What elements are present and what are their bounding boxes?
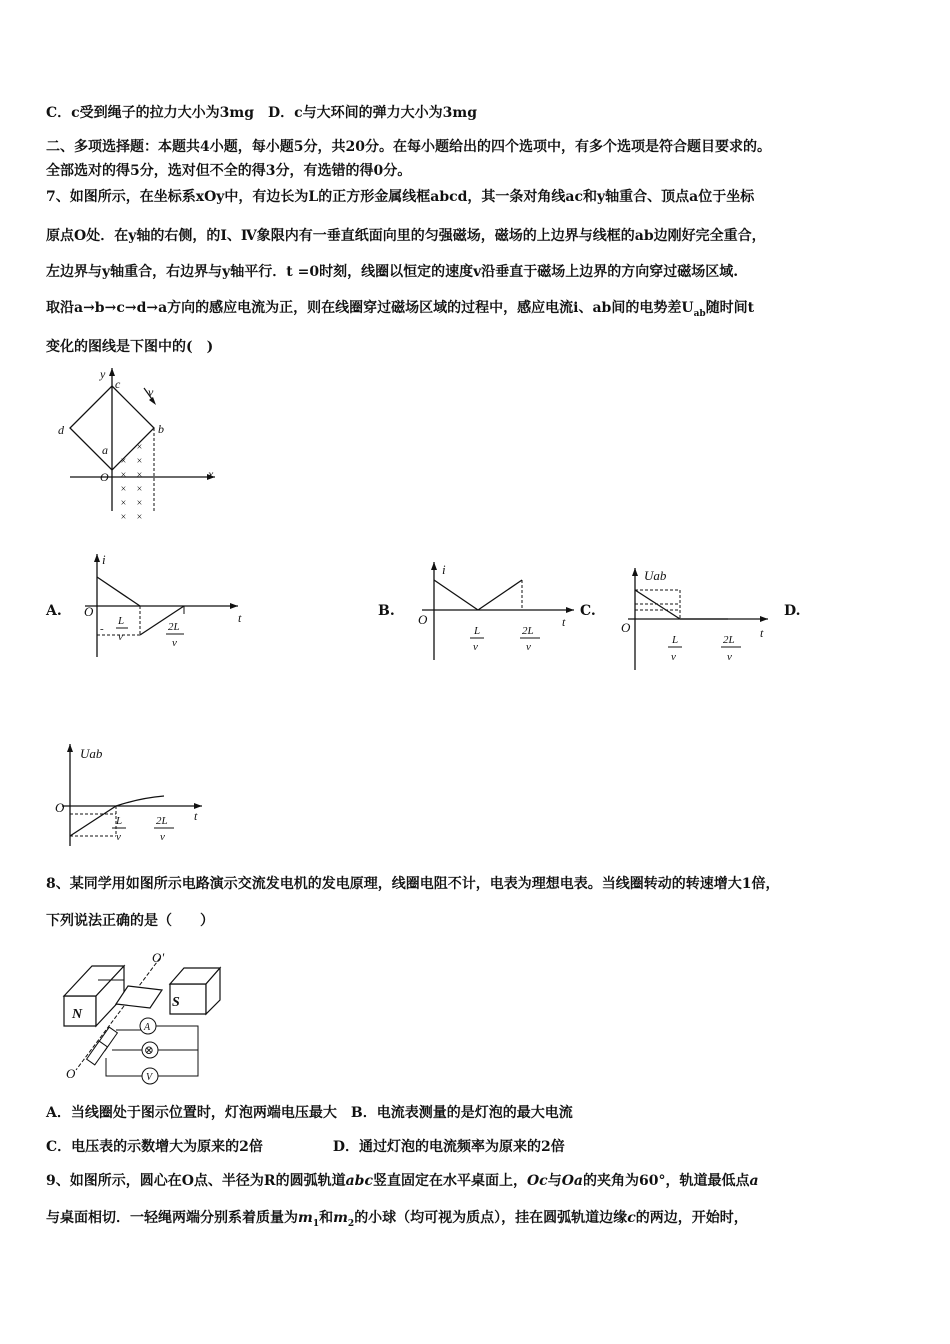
label-o: O [100, 470, 109, 484]
option-a-graph [80, 552, 250, 662]
q7-text-1: 7、如图所示，在坐标系xOy中，有边长为L的正方形金属线框abcd，其一条对角线ac和y轴重合、顶点a位于坐标 [46, 189, 755, 205]
q8-generator-figure [58, 950, 228, 1085]
q7-text-2: 原点O处．在y轴的右侧，的I、Ⅳ象限内有一垂直纸面向里的匀强磁场，磁场的上边界与线框的ab边刚好完全重合， [46, 228, 766, 244]
voltmeter-label: V [146, 1072, 153, 1083]
ammeter-label: A [144, 1022, 151, 1033]
label-v: v [148, 385, 154, 399]
origin-o: O [84, 604, 94, 619]
origin-o: O [621, 620, 631, 635]
magnet-n: N [72, 1007, 83, 1022]
option-c-label: C. [580, 603, 596, 619]
axis-t: t [194, 809, 198, 823]
option-d-graph [52, 740, 212, 850]
label-x: x [208, 467, 214, 481]
axis-uab: Uab [644, 568, 667, 583]
svg-text:L: L [118, 615, 125, 627]
q9-text-2: 与桌面相切．一轻绳两端分别系着质量为$m_1$和$m_2$的小球（均可视为质点），挂在圆弧轨道边缘c的两边，开始时， [46, 1210, 748, 1229]
svg-text:2L: 2L [723, 634, 735, 646]
axis-t: t [562, 615, 566, 629]
svg-text:2L: 2L [168, 621, 180, 633]
axis-o: O [66, 1066, 76, 1081]
svg-text:×: × [136, 484, 143, 495]
q9-text-1: 9、如图所示，圆心在O点、半径为R的圆弧轨道abc竖直固定在水平桌面上，Oc与Oa的夹角为60°，轨道最低点a [46, 1173, 759, 1189]
option-b-label: B. [378, 603, 395, 619]
axis-i: i [442, 562, 446, 577]
q7-text-4: 取沿a→b→c→d→a方向的感应电流为正，则在线圈穿过磁场区域的过程中，感应电流i、ab间的电势差$U_{ab}$随时间t [46, 300, 755, 319]
svg-text:×: × [136, 456, 143, 467]
svg-text:v: v [526, 641, 531, 653]
svg-text:v: v [160, 831, 165, 843]
svg-text:2L: 2L [522, 625, 534, 637]
svg-text:×: × [136, 470, 143, 481]
option-c-graph [618, 564, 778, 674]
svg-text:-: - [100, 623, 104, 635]
svg-text:×: × [120, 484, 127, 495]
section-header: 二、多项选择题：本题共4小题，每小题5分，共20分。在每小题给出的四个选项中，有多个选项是符合题目要求的。 [46, 139, 771, 155]
q7-square-loop-figure [50, 366, 220, 523]
svg-text:×: × [136, 442, 143, 453]
axis-uab: Uab [80, 746, 103, 761]
option-d-label: D. [784, 603, 801, 619]
axis-i: i [102, 552, 106, 567]
svg-text:×: × [120, 498, 127, 509]
q8-text-2: 下列说法正确的是（ ） [46, 913, 214, 929]
label-c: c [115, 377, 121, 391]
label-b: b [158, 422, 164, 436]
svg-text:×: × [120, 456, 127, 467]
origin-o: O [418, 612, 428, 627]
svg-text:v: v [118, 631, 123, 643]
svg-text:v: v [671, 651, 676, 663]
svg-text:L: L [116, 815, 123, 827]
option-line-cd: C．c受到绳子的拉力大小为3mg D．c与大环间的弹力大小为3mg [46, 105, 478, 121]
section-rule: 全部选对的得5分，选对但不全的得3分，有选错的得0分。 [46, 163, 412, 179]
svg-text:v: v [172, 637, 177, 649]
axis-o-prime: O' [152, 950, 165, 965]
q8-text-1: 8、某同学用如图所示电路演示交流发电机的发电原理，线圈电阻不计，电表为理想电表。当线圈转动的转速增大1倍， [46, 876, 780, 892]
option-a-label: A. [46, 603, 62, 619]
magnet-s: S [172, 995, 180, 1010]
lamp-symbol: ⊗ [144, 1043, 155, 1057]
q7-text-5: 变化的图线是下图中的( ) [46, 339, 214, 355]
q7-text-3: 左边界与y轴重合，右边界与y轴平行．t =0时刻，线圈以恒定的速度v沿垂直于磁场上边界的方向穿过磁场区域. [46, 264, 739, 280]
axis-t: t [760, 626, 764, 640]
svg-text:×: × [136, 498, 143, 509]
option-b-graph [412, 560, 582, 665]
label-d: d [58, 423, 64, 437]
label-y: y [100, 367, 106, 381]
origin-o: O [55, 800, 65, 815]
svg-text:×: × [120, 512, 127, 523]
axis-t: t [238, 611, 242, 625]
svg-text:v: v [473, 641, 478, 653]
svg-text:v: v [116, 831, 121, 843]
svg-text:L: L [474, 625, 481, 637]
svg-text:L: L [672, 634, 679, 646]
svg-text:×: × [136, 512, 143, 523]
svg-text:2L: 2L [156, 815, 168, 827]
label-a: a [102, 443, 108, 457]
q8-options-ab: A．当线圈处于图示位置时，灯泡两端电压最大 B．电流表测量的是灯泡的最大电流 [46, 1105, 573, 1121]
svg-text:×: × [120, 470, 127, 481]
q8-options-cd: C．电压表的示数增大为原来的2倍 D．通过灯泡的电流频率为原来的2倍 [46, 1139, 565, 1155]
svg-text:v: v [727, 651, 732, 663]
